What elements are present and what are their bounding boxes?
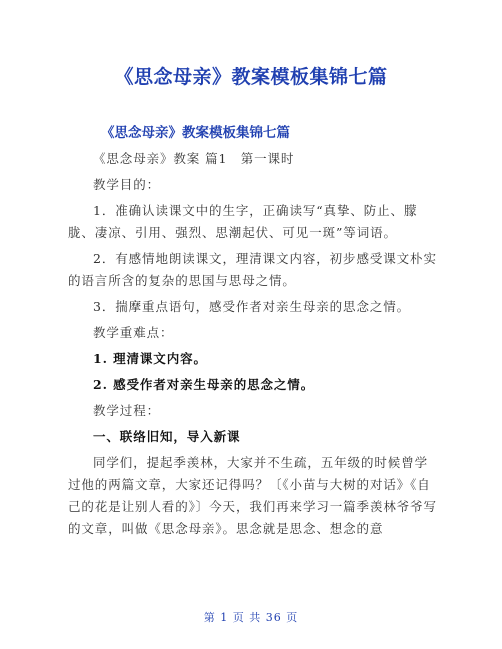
page-footer: 第 1 页 共 36 页: [203, 611, 299, 624]
paragraph: 同学们，提起季羡林，大家并不生疏，五年级的时候曾学过他的两篇文章，大家还记得吗？〔《小苗与大树的对话》《自己的花是让别人看的》〕今天，我们再来学习一篇季羡林爷爷写的文章，叫做《思念母亲》。思念就是思念、想念的意: [68, 455, 437, 536]
key-point-item: 2. 感受作者对亲生母亲的思念之情。: [93, 377, 315, 392]
document-body: [68, 148, 440, 544]
objectives-label: 教学目的：: [93, 177, 161, 192]
document-title: 《思念母亲》教案模板集锦七篇: [114, 66, 388, 88]
step-heading: 一、联络旧知，导入新课: [93, 429, 241, 444]
section-heading: 《思念母亲》教案模板集锦七篇: [101, 125, 290, 141]
key-point-item: 1. 理清课文内容。: [93, 351, 207, 366]
lesson-heading: 《思念母亲》教案 篇1 第一课时: [93, 151, 295, 166]
process-label: 教学过程：: [93, 403, 161, 418]
objective-item: 2．有感情地朗读课文，理清课文内容，初步感受课文朴实的语言所含的复杂的思国与思母之情。: [68, 251, 437, 288]
objective-item: 1．准确认读课文中的生字，正确读写“真挚、防止、朦胧、凄凉、引用、强烈、思潮起伏、可见一斑”等词语。: [68, 203, 418, 240]
key-points-label: 教学重难点：: [93, 325, 174, 340]
objective-item: 3．揣摩重点语句，感受作者对亲生母亲的思念之情。: [93, 299, 411, 314]
